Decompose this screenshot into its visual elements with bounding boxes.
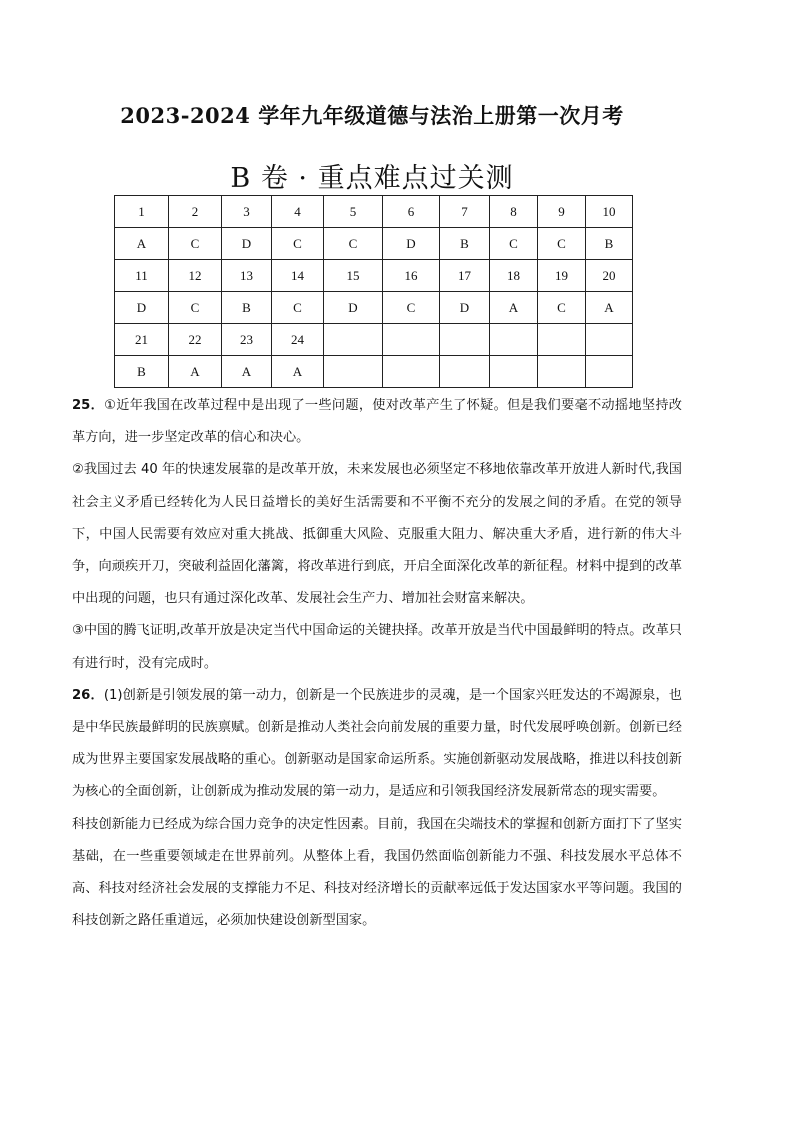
answer-cell: A xyxy=(490,292,538,324)
answer-cell xyxy=(538,324,586,356)
page-subtitle: B 卷 · 重点难点过关测 xyxy=(230,163,514,194)
answer-cell xyxy=(538,356,586,388)
answer-cell: 8 xyxy=(490,196,538,228)
answer-cell xyxy=(383,324,440,356)
answer-cell xyxy=(586,324,633,356)
answer-cell: 7 xyxy=(440,196,490,228)
answer-cell: B xyxy=(440,228,490,260)
answer-table-row xyxy=(115,196,633,228)
answer-table-row xyxy=(115,228,633,260)
answer-table-row xyxy=(115,356,633,388)
answer-cell: C xyxy=(538,292,586,324)
answer-cell: A xyxy=(115,228,169,260)
answer-cell: 17 xyxy=(440,260,490,292)
answer-cell: 20 xyxy=(586,260,633,292)
answer-cell: 4 xyxy=(272,196,324,228)
answer-cell: C xyxy=(324,228,383,260)
answer-cell: 10 xyxy=(586,196,633,228)
answer-cell: 19 xyxy=(538,260,586,292)
answer-table-row xyxy=(115,260,633,292)
answer-table-row xyxy=(115,324,633,356)
answer-cell: D xyxy=(440,292,490,324)
q25-text-1: ①近年我国在改革过程中是出现了一些问题，使对改革产生了怀疑。但是我们要毫不动摇地坚持改革方向，进一步坚定改革的信心和决心。 xyxy=(72,398,682,446)
answer-cell: D xyxy=(383,228,440,260)
answer-cell: A xyxy=(169,356,222,388)
answer-cell: 12 xyxy=(169,260,222,292)
answer-cell: 5 xyxy=(324,196,383,228)
q26-text-1: (1)创新是引领发展的第一动力，创新是一个民族进步的灵魂，是一个国家兴旺发达的不竭源泉，也是中华民族最鲜明的民族禀赋。创新是推动人类社会向前发展的重要力量，时代发展呼唤创新。创新已经成为世界主要国家发展战略的重心。创新驱动是国家命运所系。实施创新驱动发展战略，推进以科技创新为核心的全面创新，让创新成为推动发展的第一动力，是适应和引领我国经济发展新常态的现实需要。 xyxy=(72,687,682,800)
q25-paragraph-1 xyxy=(72,390,682,454)
page-title: 2023-2024 学年九年级道德与法治上册第一次月考 xyxy=(120,103,624,128)
q26-number: 26． xyxy=(72,687,104,703)
answer-cell: C xyxy=(169,292,222,324)
answer-cell xyxy=(440,356,490,388)
answer-cell: A xyxy=(272,356,324,388)
answer-cell xyxy=(324,324,383,356)
answer-cell: C xyxy=(490,228,538,260)
answer-cell: 13 xyxy=(222,260,272,292)
q25-number: 25． xyxy=(72,398,105,413)
answer-cell: 22 xyxy=(169,324,222,356)
answer-cell xyxy=(490,324,538,356)
answer-cell: C xyxy=(383,292,440,324)
q26-paragraph-1 xyxy=(72,680,682,809)
answer-cell: A xyxy=(222,356,272,388)
answer-cell: 14 xyxy=(272,260,324,292)
answer-cell: B xyxy=(115,356,169,388)
answer-cell: C xyxy=(272,292,324,324)
answer-cell: B xyxy=(222,292,272,324)
q25-paragraph-3: ③中国的腾飞证明,改革开放是决定当代中国命运的关键抉择。改革开放是当代中国最鲜明的特点。改革只有进行时，没有完成时。 xyxy=(72,623,682,671)
answer-cell: 18 xyxy=(490,260,538,292)
answer-cell: 16 xyxy=(383,260,440,292)
answer-cell: 2 xyxy=(169,196,222,228)
answer-cell: 21 xyxy=(115,324,169,356)
answer-cell xyxy=(490,356,538,388)
answer-cell: C xyxy=(169,228,222,260)
answer-cell xyxy=(440,324,490,356)
answer-cell: D xyxy=(115,292,169,324)
answer-cell xyxy=(383,356,440,388)
answer-table-row xyxy=(115,292,633,324)
answer-content xyxy=(72,390,682,937)
answer-cell: 11 xyxy=(115,260,169,292)
answer-cell: 6 xyxy=(383,196,440,228)
answer-cell: 9 xyxy=(538,196,586,228)
answer-cell: C xyxy=(272,228,324,260)
answer-cell: 15 xyxy=(324,260,383,292)
answer-table-body xyxy=(115,196,633,388)
answer-cell: 23 xyxy=(222,324,272,356)
answer-cell: 3 xyxy=(222,196,272,228)
answer-cell: A xyxy=(586,292,633,324)
answer-cell: 1 xyxy=(115,196,169,228)
answer-table xyxy=(114,195,633,388)
answer-cell: B xyxy=(586,228,633,260)
q26-paragraph-2: 科技创新能力已经成为综合国力竞争的决定性因素。目前，我国在尖端技术的掌握和创新方面打下了坚实基础，在一些重要领域走在世界前列。从整体上看，我国仍然面临创新能力不强、科技发展水平总体不高、科技对经济社会发展的支撑能力不足、科技对经济增长的贡献率远低于发达国家水平等问题。我国的科技创新之路任重道远，必须加快建设创新型国家。 xyxy=(72,816,682,929)
answer-cell: 24 xyxy=(272,324,324,356)
answer-cell: D xyxy=(222,228,272,260)
q25-paragraph-2: ②我国过去 40 年的快速发展靠的是改革开放，未来发展也必须坚定不移地依靠改革开放进人新时代,我国社会主义矛盾已经转化为人民日益增长的美好生活需要和不平衡不充分的发展之间的矛盾。在党的领导下，中国人民需要有效应对重大挑战、抵御重大风险、克服重大阻力、解决重大矛盾，进行新的伟大斗争，向顽疾开刀，突破利益固化藩篱，将改革进行到底，开启全面深化改革的新征程。材料中提到的改革中出现的问题，也只有通过深化改革、发展社会生产力、增加社会财富来解决。 xyxy=(72,462,682,607)
answer-cell xyxy=(324,356,383,388)
answer-cell xyxy=(586,356,633,388)
answer-cell: C xyxy=(538,228,586,260)
answer-cell: D xyxy=(324,292,383,324)
